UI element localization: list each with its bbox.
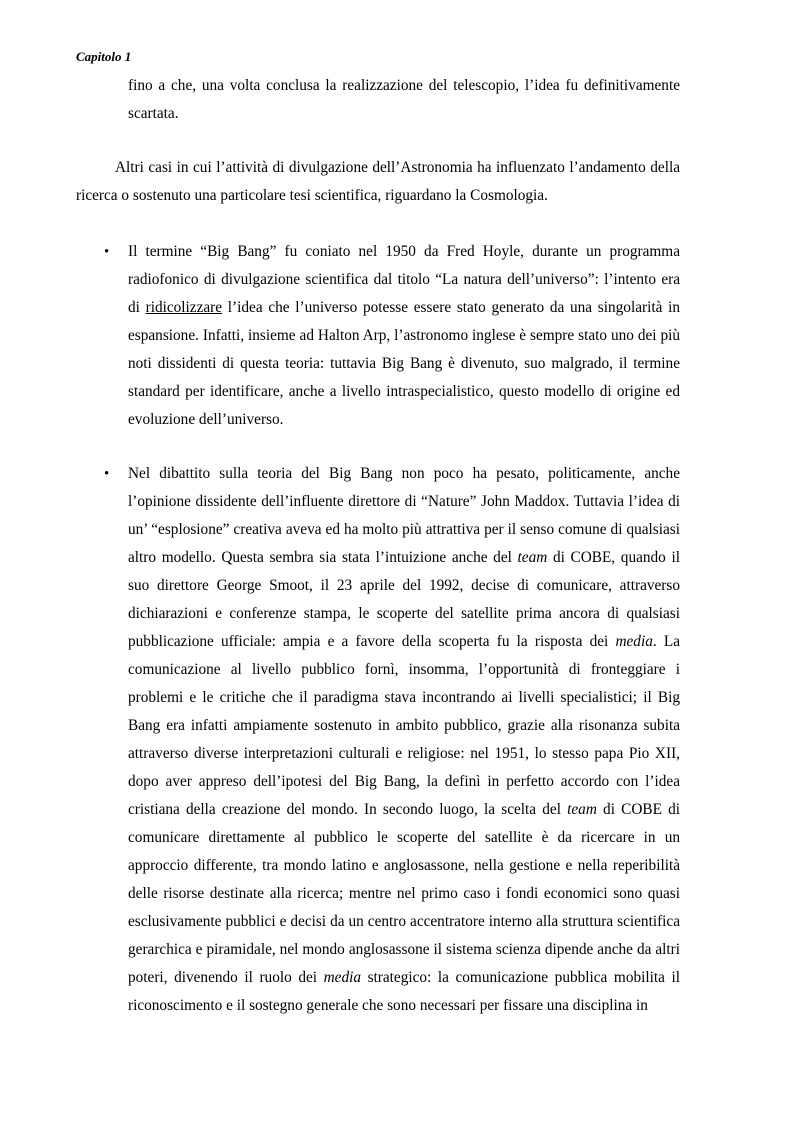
intro-paragraph: Altri casi in cui l’attività di divulgazione dell’Astronomia ha influenzato l’andamento della ricerca o sostenuto una particolare tesi scientifica, riguardano la Cosmologia. xyxy=(76,159,680,204)
bullet-text: Il termine “Big Bang” fu coniato nel 1950 da Fred Hoyle, durante un programma radiofonico di divulgazione scientifica dal titolo “La natura dell’universo”: l’intento era di xyxy=(128,243,680,316)
bullet-marker: • xyxy=(104,466,110,482)
italic-word: team xyxy=(517,549,548,566)
bullet-item-big-bang-debate xyxy=(128,460,680,1020)
bullet-item-big-bang-term xyxy=(128,238,680,434)
bullet-text: Nel dibattito sulla teoria del Big Bang non poco ha pesato, politicamente, anche l’opinione dissidente dell’influente direttore di “Nature” John Maddox. Tuttavia l’idea di un’ “esplosione” creativa aveva ed ha molto più attrattiva per il senso comune di qualsiasi altro modello. Questa sembra sia stata l’intuizione anche del xyxy=(128,465,680,566)
bullet-text: . La comunicazione al livello pubblico fornì, insomma, l’opportunità di fronteggiare i problemi e le critiche che il paradigma stava incontrando ai livelli specialistici; il Big Bang era infatti ampiamente sostenuto in ambito pubblico, grazie alla risonanza subita attraverso diverse interpretazioni culturali e religiose: nel 1951, lo stesso papa Pio XII, dopo aver appreso dell’ipotesi del Big Bang, la definì in perfetto accordo con l’idea cristiana della creazione del mondo. In secondo luogo, la scelta del xyxy=(128,633,680,818)
bullet-marker: • xyxy=(104,244,110,260)
bullet-text: di COBE di comunicare direttamente al pubblico le scoperte del satellite è da ricercare in un approccio differente, tra mondo latino e anglosassone, nella gestione e nella reperibilità delle risorse destinate alla ricerca; mentre nel primo caso i fondi economici sono quasi esclusivamente pubblici e decisi da un centro accentratore interno alla struttura scientifica gerarchica e piramidale, nel mondo anglosassone il sistema scienza dipende anche da altri poteri, divenendo il ruolo dei xyxy=(128,801,680,986)
continuation-text: fino a che, una volta conclusa la realizzazione del telescopio, l’idea fu definitivamente scartata. xyxy=(128,77,680,122)
italic-word: team xyxy=(567,801,597,818)
italic-word: media xyxy=(615,633,653,650)
bullet-text: di COBE, quando il suo direttore George Smoot, il 23 aprile del 1992, decise di comunicare, attraverso dichiarazioni e conferenze stampa, le scoperte del satellite prima ancora di qualsiasi pubblicazione ufficiale: ampia e a favore della scoperta fu la risposta dei xyxy=(128,549,680,650)
chapter-header: Capitolo 1 xyxy=(76,49,132,64)
bullet-text: l’idea che l’universo potesse essere stato generato da una singolarità in espansione. Infatti, insieme ad Halton Arp, l’astronomo inglese è sempre stato uno dei più noti dissidenti di questa teoria: tuttavia Big Bang è divenuto, suo malgrado, il termine standard per identificare, anche a livello intraspecialistico, questo modello di origine ed evoluzione dell’universo. xyxy=(128,299,680,428)
bullet-text: strategico: la comunicazione pubblica mobilita il riconoscimento e il sostegno generale che sono necessari per fissare una disciplina in xyxy=(128,969,680,1014)
italic-word: media xyxy=(323,969,361,986)
underlined-word: ridicolizzare xyxy=(145,299,223,316)
